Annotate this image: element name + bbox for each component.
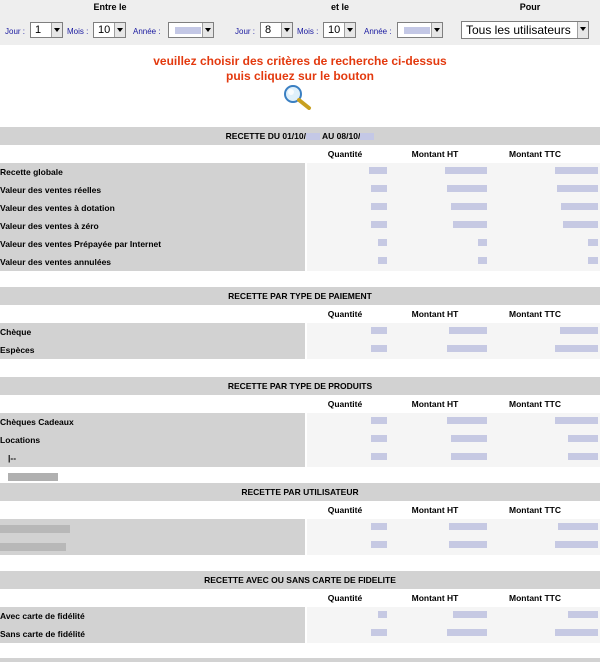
redacted-value: [371, 417, 387, 424]
user-select-value: Tous les utilisateurs: [466, 23, 571, 37]
redacted-value: [371, 523, 387, 530]
user-header: Pour: [519, 2, 541, 12]
redacted-value: [453, 611, 487, 618]
recette-row-labels: [0, 163, 305, 271]
redacted-value: [371, 185, 387, 192]
to-month-label: Mois :: [297, 27, 319, 36]
col-montant-ttc: Montant TTC: [509, 399, 561, 409]
row-locations: Locations: [0, 435, 41, 445]
redacted-value: [449, 541, 487, 548]
row-product-sub-prefix: |--: [8, 453, 17, 463]
redacted-value: [447, 417, 487, 424]
redacted-value: [568, 611, 598, 618]
redacted-value: [453, 221, 487, 228]
to-month-select[interactable]: [323, 22, 356, 38]
row-ventes-zero: Valeur des ventes à zéro: [0, 221, 99, 231]
redacted-value: [447, 345, 487, 352]
redacted-value: [371, 435, 387, 442]
redacted-value: [371, 345, 387, 352]
redacted-value: [555, 345, 598, 352]
redacted-value: [175, 27, 201, 34]
to-header: et le: [330, 2, 349, 12]
col-quantite: Quantité: [327, 149, 363, 159]
magnifier-icon: [282, 84, 312, 110]
chevron-down-icon: [114, 23, 125, 37]
row-ventes-reelles: Valeur des ventes réelles: [0, 185, 102, 195]
redacted-value: [561, 203, 598, 210]
redacted-value: [555, 417, 598, 424]
col-montant-ht: Montant HT: [411, 505, 459, 515]
redacted-value: [563, 221, 598, 228]
to-day-select[interactable]: [260, 22, 293, 38]
col-quantite: Quantité: [327, 505, 363, 515]
chevron-down-icon: [577, 22, 588, 38]
col-montant-ttc: Montant TTC: [509, 309, 561, 319]
from-year-label: Année :: [133, 27, 161, 36]
from-day-value: 1: [35, 24, 42, 36]
redacted-value: [371, 327, 387, 334]
redacted-value: [371, 203, 387, 210]
redacted-year: [360, 133, 374, 140]
row-cheque: Chèque: [0, 327, 32, 337]
col-montant-ttc: Montant TTC: [509, 593, 561, 603]
redacted-value: [560, 327, 598, 334]
col-montant-ht: Montant HT: [411, 309, 459, 319]
from-year-select[interactable]: [168, 22, 214, 38]
chevron-down-icon: [51, 23, 62, 37]
redacted-value: [451, 435, 487, 442]
redacted-value: [451, 203, 487, 210]
produits-row-labels: [0, 413, 305, 467]
redacted-value: [445, 167, 487, 174]
redacted-value: [369, 167, 387, 174]
chevron-down-icon: [281, 23, 292, 37]
redacted-value: [404, 27, 430, 34]
row-cheques-cadeaux: Chèques Cadeaux: [0, 417, 74, 427]
to-day-value: 8: [265, 24, 272, 36]
redacted-value: [478, 257, 487, 264]
redacted-value: [557, 185, 598, 192]
redacted-value: [447, 185, 487, 192]
row-avec-carte: Avec carte de fidélité: [0, 611, 85, 621]
section-produits-title: RECETTE PAR TYPE DE PRODUITS: [0, 377, 600, 395]
col-montant-ttc: Montant TTC: [509, 505, 561, 515]
col-quantite: Quantité: [327, 399, 363, 409]
chevron-down-icon: [431, 23, 442, 37]
user-select[interactable]: [461, 21, 589, 39]
col-quantite: Quantité: [327, 593, 363, 603]
to-month-value: 10: [328, 24, 341, 36]
redacted-value: [378, 611, 387, 618]
from-day-label: Jour :: [5, 27, 26, 36]
from-month-select[interactable]: [93, 22, 126, 38]
col-quantite: Quantité: [327, 309, 363, 319]
redacted-value: [588, 257, 598, 264]
footer-bar: [0, 658, 600, 662]
from-day-select[interactable]: [30, 22, 63, 38]
chevron-down-icon: [202, 23, 213, 37]
row-product-sub: [0, 449, 305, 467]
paiement-row-labels: [0, 323, 305, 359]
redacted-value: [558, 523, 598, 530]
fidelite-row-labels: [0, 607, 305, 643]
redacted-value: [371, 541, 387, 548]
section-recette-title-prefix: RECETTE DU 01/10/: [225, 131, 306, 141]
redacted-value: [371, 221, 387, 228]
redacted-value: [555, 629, 598, 636]
redacted-value: [568, 453, 598, 460]
from-month-label: Mois :: [67, 27, 89, 36]
redacted-value: [378, 239, 387, 246]
from-header: Entre le: [93, 2, 127, 12]
row-sans-carte: Sans carte de fidélité: [0, 629, 86, 639]
instruction-line-1: veuillez choisir des critères de recherche ci-dessus: [153, 54, 447, 68]
redacted-value: [449, 523, 487, 530]
col-montant-ht: Montant HT: [411, 593, 459, 603]
section-paiement-title: RECETTE PAR TYPE DE PAIEMENT: [0, 287, 600, 305]
to-day-label: Jour :: [235, 27, 256, 36]
redacted-value: [555, 541, 598, 548]
section-recette-title: [0, 127, 600, 145]
recette-values: [307, 163, 600, 271]
redacted-value: [371, 453, 387, 460]
redacted-value: [588, 239, 598, 246]
redacted-value: [451, 453, 487, 460]
redacted-label: [8, 473, 58, 481]
section-fidelite-title: RECETTE AVEC OU SANS CARTE DE FIDELITE: [0, 571, 600, 589]
from-month-value: 10: [98, 24, 111, 36]
to-year-select[interactable]: [397, 22, 443, 38]
redacted-value: [555, 167, 598, 174]
row-ventes-dotation: Valeur des ventes à dotation: [0, 203, 115, 213]
redacted-label: [0, 543, 66, 551]
redacted-value: [449, 327, 487, 334]
redacted-value: [568, 435, 598, 442]
search-button[interactable]: [282, 84, 312, 110]
redacted-value: [478, 239, 487, 246]
col-montant-ttc: Montant TTC: [509, 149, 561, 159]
row-especes: Espèces: [0, 345, 35, 355]
chevron-down-icon: [344, 23, 355, 37]
row-user-2: [0, 537, 305, 555]
col-montant-ht: Montant HT: [411, 149, 459, 159]
redacted-value: [371, 629, 387, 636]
row-ventes-annulees: Valeur des ventes annulées: [0, 257, 112, 267]
row-user-1: [0, 519, 305, 537]
to-year-label: Année :: [364, 27, 392, 36]
redacted-value: [447, 629, 487, 636]
utilisateur-row-labels: [0, 519, 305, 555]
instruction-line-2: puis cliquez sur le bouton: [225, 69, 374, 83]
row-ventes-prepayee: Valeur des ventes Prépayée par Internet: [0, 239, 162, 249]
redacted-label: [0, 525, 70, 533]
col-montant-ht: Montant HT: [411, 399, 459, 409]
row-recette-globale: Recette globale: [0, 167, 63, 177]
redacted-value: [378, 257, 387, 264]
section-recette-title-mid: AU 08/10/: [319, 131, 361, 141]
section-utilisateur-title: RECETTE PAR UTILISATEUR: [0, 483, 600, 501]
redacted-year: [306, 133, 320, 140]
